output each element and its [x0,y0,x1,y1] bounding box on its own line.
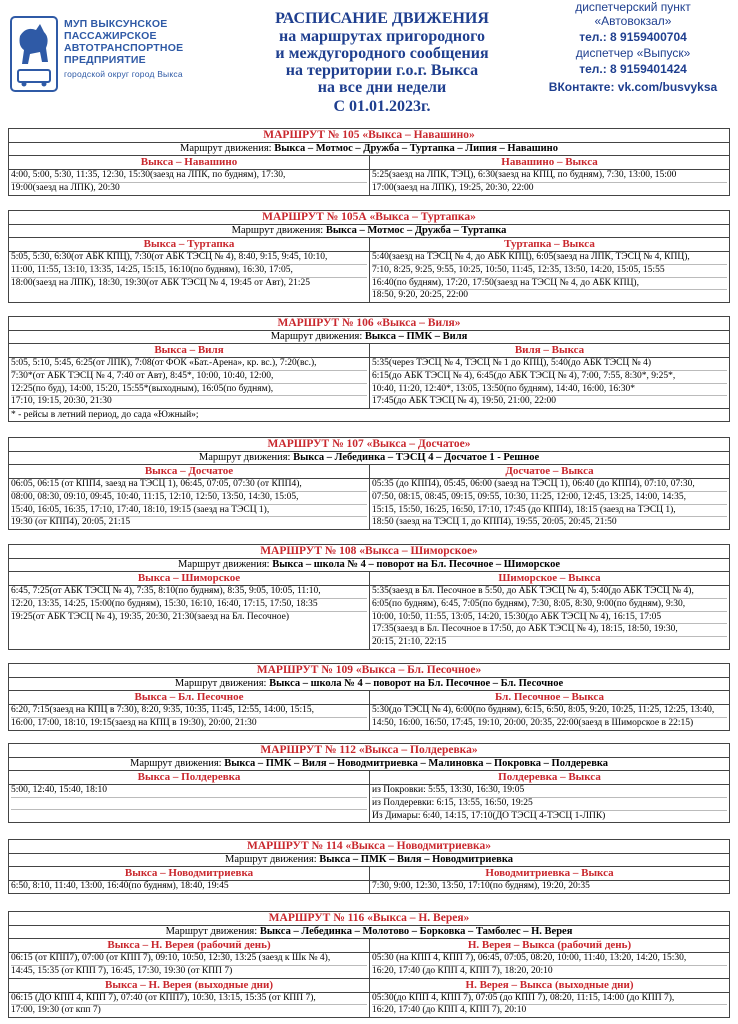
direction-heading: Досчатое – Выкса [370,465,729,479]
route-title: МАРШРУТ № 106 «Выкса – Виля» [9,317,729,331]
route-path: Маршрут движения: Выкса – ПМК – Виля – Новодмитриевка [9,854,729,867]
route-path: Маршрут движения: Выкса – ПМК – Виля [9,331,729,344]
dispatch-label: диспетчерский пункт [575,0,691,14]
route-title: МАРШРУТ № 109 «Выкса – Бл. Песочное» [9,664,729,678]
direction-heading: Туртапка – Выкса [370,238,729,252]
direction-heading: Выкса – Полдеревка [9,771,369,785]
departure-times: 05:35 (до КПП4), 05:45, 06:00 (заезд на ТЭСЦ 1), 06:40 (до КПП4), 07:10, 07:30, 07:50, 08:15, 08:45, 09:15, 09:55, 10:30, 11:25, 12:00, 12:45, 13:25, 14:00, 14:35, 15:15, 15:50, 16:25, 16:50, 17:10, 17:45 (до КПП4), 18:15 (заезд на ТЭСЦ 1), 18:50 (заезд на ТЭСЦ 1, до КПП4), 19:55, 20:05, 20:45, 21:50 [370,479,729,529]
departure-times: 06:15 (ДО КПП 4, КПП 7), 07:40 (от КПП7), 10:30, 13:15, 15:35 (от КПП 7), 17:00, 19:30 (от кпп 7) [9,993,369,1018]
route-path: Маршрут движения: Выкса – Лебединка – Молотово – Борковка – Тамболес – Н. Верея [9,926,729,939]
route-block-114 [8,839,730,894]
direction-heading: Н. Верея – Выкса (рабочий день) [370,939,729,953]
direction-heading: Бл. Песочное – Выкса [370,691,729,705]
route-block-109 [8,663,730,731]
departure-times: 5:05, 5:10, 5:45, 6:25(от ЛПК), 7:08(от ФОК «Бат.-Арена», кр. вс.), 7:20(вс.), 7:30*(от АБК ТЭСЦ № 4, 7:40 от Авт), 8:45*, 10:00, 10:40, 12:00, 12:25(по буд), 14:00, 15:20, 15:55*(выходным), 16:05(по будням), 17:10, 19:15, 20:30, 21:30 [9,358,369,408]
route-block-112 [8,743,730,823]
route-path: Маршрут движения: Выкса – Мотмос – Дружба – Туртапка [9,225,729,238]
departure-times: 7:30, 9:00, 12:30, 13:50, 17:10(по будням), 19:20, 20:35 [372,881,590,891]
route-path: Маршрут движения: Выкса – школа № 4 – поворот на Бл. Песочное – Бл. Песочное [9,678,729,691]
phone-2: тел.: 8 9159401424 [579,62,687,76]
departure-times: 6:50, 8:10, 11:40, 13:00, 16:40(по будням), 18:40, 19:45 [11,881,229,891]
route-title: МАРШРУТ № 116 «Выкса – Н. Верея» [9,912,729,926]
dispatch-name: «Автовокзал» [594,14,672,28]
route-block-106 [8,316,730,422]
departure-times: 05:30(до КПП 4, КПП 7), 07:05 (до КПП 7), 08:20, 11:15, 14:00 (до КПП 7), 16:20, 17:40 (до КПП 4, КПП 7), 20:10 [370,993,729,1018]
direction-heading: Выкса – Н. Верея (выходные дни) [9,979,369,993]
route-path: Маршрут движения: Выкса – ПМК – Виля – Новодмитриевка – Малиновка – Покровка – Полдеревка [9,758,729,771]
dispatch-label-2: диспетчер «Выпуск» [575,46,691,60]
route-block-116 [8,911,730,1018]
direction-heading: Выкса – Шиморское [9,572,369,586]
bus-company-logo [10,16,58,92]
route-title: МАРШРУТ № 105 «Выкса – Навашино» [9,129,729,143]
org-subtitle: городской округ город Выкса [64,69,183,79]
departure-times: 5:05, 5:30, 6:30(от АБК КПЦ), 7:30(от АБК ТЭСЦ № 4), 8:40, 9:15, 9:45, 10:10, 11:00, 11:55, 13:10, 13:35, 14:25, 15:15, 16:10(по будням), 16:30, 17:05, 18:00(заезд на ЛПК), 18:30, 19:30(от АБК ТЭСЦ № 4, 19:45 от Авт), 21:25 [9,252,369,289]
departure-times: 5:25(заезд на ЛПК, ТЭЦ), 6:30(заезд на КПЦ, по будням), 7:30, 13:00, 15:00 17:00(заезд на ЛПК), 19:25, 20:30, 22:00 [370,170,729,195]
route-path: Маршрут движения: Выкса – Мотмос – Дружба – Туртапка – Липия – Навашино [9,143,729,156]
route-block-107 [8,437,730,530]
departure-times: 05:30 (на КПП 4, КПП 7), 06:45, 07:05, 08:20, 10:00, 11:40, 13:20, 14:20, 15:30, 16:20, 17:40 (до КПП 4, КПП 7), 18:20, 20:10 [370,953,729,978]
direction-heading: Новодмитриевка – Выкса [370,867,729,881]
direction-heading: Шиморское – Выкса [370,572,729,586]
org-name-line: АВТОТРАНСПОРТНОЕ [64,42,184,54]
route-block-105 [8,128,730,196]
departure-times: 5:00, 12:40, 15:40, 18:10 [9,785,369,822]
departure-times: 5:30(до ТЭСЦ № 4), 6:00(по будням), 6:15, 6:50, 8:05, 9:20, 10:25, 11:25, 12:25, 13:40, 14:50, 16:00, 16:50, 17:45, 19:10, 20:00, 20:35, 22:00(заезд в Шиморское в 22:15) [370,705,729,730]
route-note: * - рейсы в летний период, до сада «Южный»; [9,408,729,421]
route-block-105a [8,210,730,303]
route-block-108 [8,544,730,650]
direction-heading: Выкса – Бл. Песочное [9,691,369,705]
departure-times: 5:40(заезд на ТЭСЦ № 4, до АБК КПЦ), 6:05(заезд на ЛПК, ТЭСЦ № 4, КПЦ), 7:10, 8:25, 9:25, 9:55, 10:25, 10:50, 11:45, 12:35, 13:50, 14:20, 15:05, 15:55 16:40(по будням), 17:20, 17:50(заезд на ТЭСЦ № 4, до АБК КПЦ), 18:50, 9:20, 20:25, 22:00 [370,252,729,302]
phone-1: тел.: 8 9159400704 [579,30,687,44]
org-name-line: ПАССАЖИРСКОЕ [64,30,157,42]
departure-times: 6:20, 7:15(заезд на КПЦ в 7:30), 8:20, 9:35, 10:35, 11:45, 12:55, 14:00, 15:15, 16:00, 17:00, 18:10, 19:15(заезд на КПЦ в 19:30), 20:00, 21:30 [9,705,369,730]
departure-times: из Покровки: 5:55, 13:30, 16:30, 19:05 из Полдеревки: 6:15, 13:55, 16:50, 19:25 Из Димары: 6:40, 14:15, 17:10(ДО ТЭСЦ 4-ТЭСЦ 1-ЛПК) [370,785,729,822]
title-line: на все дни недели [317,79,447,96]
route-title: МАРШРУТ № 105А «Выкса – Туртапка» [9,211,729,225]
route-path: Маршрут движения: Выкса – Лебединка – ТЭСЦ 4 – Досчатое 1 - Решное [9,452,729,465]
departure-times: 4:00, 5:00, 5:30, 11:35, 12:30, 15:30(заезд на ЛПК, по будням), 17:30, 19:00(заезд на ЛПК), 20:30 [9,170,369,195]
direction-heading: Н. Верея – Выкса (выходные дни) [370,979,729,993]
departure-times: 06:05, 06:15 (от КПП4, заезд на ТЭСЦ 1), 06:45, 07:05, 07:30 (от КПП4), 08:00, 08:30, 09:10, 09:45, 10:40, 11:15, 12:10, 12:50, 13:50, 14:30, 15:05, 15:40, 16:05, 16:35, 17:10, 17:40, 18:10, 19:15 (заезд на ТЭСЦ 1), 19:30 (от КПП4), 20:05, 21:15 [9,479,369,529]
route-title: МАРШРУТ № 107 «Выкса – Досчатое» [9,438,729,452]
route-title: МАРШРУТ № 114 «Выкса – Новодмитриевка» [9,840,729,854]
org-name-line: ПРЕДПРИЯТИЕ [64,54,146,66]
direction-heading: Выкса – Виля [9,344,369,358]
effective-date: С 01.01.2023г. [333,98,431,115]
page-title: РАСПИСАНИЕ ДВИЖЕНИЯ [275,10,489,27]
direction-heading: Полдеревка – Выкса [370,771,729,785]
departure-times: 06:15 (от КПП7), 07:00 (от КПП 7), 09:10, 10:50, 12:30, 13:25 (заезд к Шк № 4), 14:45, 15:35 (от КПП 7), 16:45, 17:30, 19:30 (от КПП 7) [9,953,369,978]
header [0,0,738,124]
direction-heading: Выкса – Навашино [9,156,369,170]
route-title: МАРШРУТ № 112 «Выкса – Полдеревка» [9,744,729,758]
title-line: и междугородного сообщения [275,45,489,62]
departure-times: 6:45, 7:25(от АБК ТЭСЦ № 4), 7:35, 8:10(по будням), 8:35, 9:05, 10:05, 11:10, 12:20, 13:35, 14:25, 15:00(по будням), 15:30, 16:10, 16:40, 17:15, 17:50, 18:35 19:25(от АБК ТЭСЦ № 4), 19:35, 20:30, 21:30(заезд на Бл. Песочное) [9,586,369,623]
direction-heading: Выкса – Н. Верея (рабочий день) [9,939,369,953]
title-line: на маршрутах пригородного [279,28,485,45]
direction-heading: Выкса – Досчатое [9,465,369,479]
departure-times: 5:35(заезд в Бл. Песочное в 5:50, до АБК ТЭСЦ № 4), 5:40(до АБК ТЭСЦ № 4), 6:05(по будням), 6:45, 7:05(по будням), 7:30, 8:05, 8:30, 9:00(по будням), 9:30, 10:00, 10:50, 11:55, 13:05, 14:20, 15:30(до АБК ТЭСЦ № 4), 16:15, 17:05 17:35(заезд в Бл. Песочное в 17:50, до АБК ТЭСЦ № 4), 18:15, 18:50, 19:30, 20:15, 21:10, 22:15 [370,586,729,649]
org-name-line: МУП ВЫКСУНСКОЕ [64,18,168,30]
title-line: на территории г.о.г. Выкса [285,62,479,79]
departure-times: 5:35(через ТЭСЦ № 4, ТЭСЦ № 1 до КПЦ), 5:40(до АБК ТЭСЦ № 4) 6:15(до АБК ТЭСЦ № 4), 6:45(до АБК ТЭСЦ № 4), 7:00, 7:55, 8:30*, 9:25*, 10:40, 11:20, 12:40*, 13:05, 13:50(по будням), 14:40, 16:00, 16:30* 17:45(до АБК ТЭСЦ № 4), 19:50, 21:00, 22:00 [370,358,729,408]
route-title: МАРШРУТ № 108 «Выкса – Шиморское» [9,545,729,559]
direction-heading: Навашино – Выкса [370,156,729,170]
vk-link[interactable]: ВКонтакте: vk.com/busvyksa [548,80,718,94]
route-path: Маршрут движения: Выкса – школа № 4 – поворот на Бл. Песочное – Шиморское [9,559,729,572]
direction-heading: Виля – Выкса [370,344,729,358]
direction-heading: Выкса – Новодмитриевка [9,867,369,881]
direction-heading: Выкса – Туртапка [9,238,369,252]
